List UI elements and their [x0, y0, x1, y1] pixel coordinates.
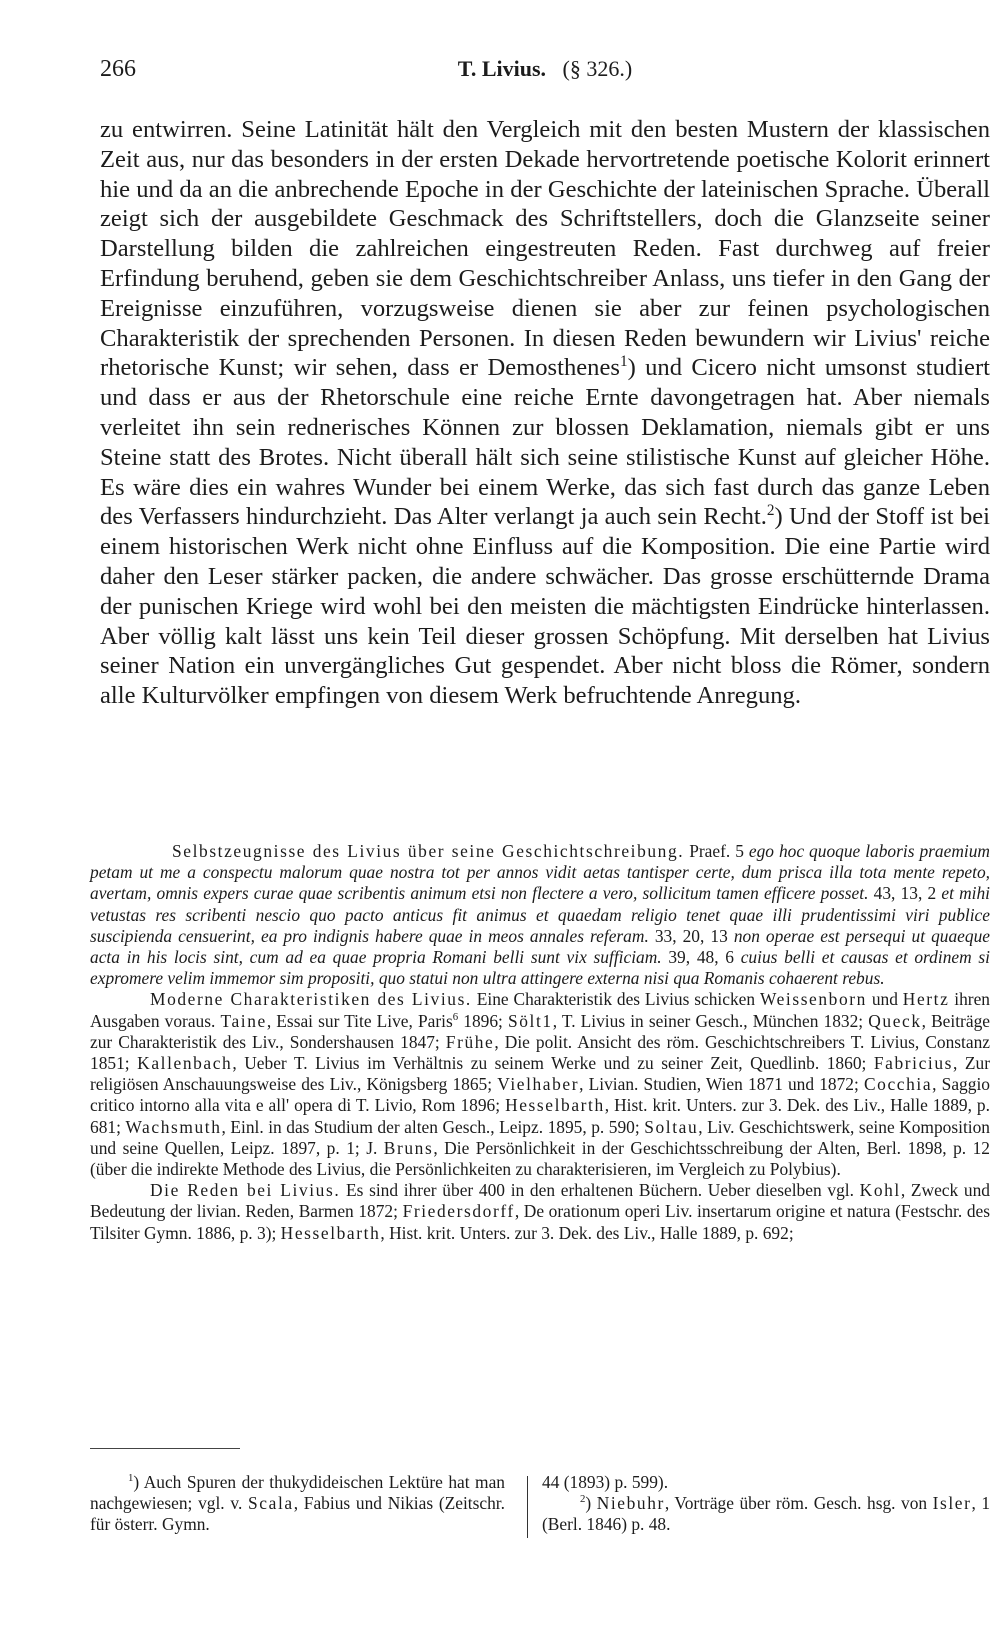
footnote-1-continuation: 44 (1893) p. 599).	[542, 1472, 669, 1492]
footnote-1-mark: 1	[128, 1472, 134, 1485]
author-name: Kohl	[859, 1180, 901, 1201]
body-text-part-3: ) Und der Stoff ist bei einem historischen Werk nicht ohne Einfluss auf die Komposition. Die eine Partie wird daher den Leser stärker packen, die andere schwächer. Das grosse erschütternde Drama der punischen Kriege wird wohl bei den meisten die mächtigsten Eindrücke hinterlassen. Aber völlig kalt lässt uns kein Teil dieser grossen Schöpfung. Mit derselben hat Livius seiner Nation ein unvergängliches Gut gespendet. Aber nicht bloss die Römer, sondern alle Kulturvölker empfingen von diesem Werk befruchtende Anregung.	[100, 503, 990, 710]
author-name: Queck	[868, 1010, 922, 1031]
main-paragraph	[100, 115, 990, 711]
small-print-notes	[90, 841, 990, 1244]
footnote-2: $^2$) Niebuhr, Vorträge über röm. Gesch. hsg. von Isler, 1 (Berl. 1846) p. 48.	[542, 1493, 991, 1535]
latin-quote: cuius belli et causas et ordinem si expromere velim immemor sim propositi, quo statui non ultra attingere externa nisi qua Romanis cohaerent rebus.	[90, 947, 991, 989]
author-name: Kallenbach	[137, 1053, 233, 1074]
note-speeches: Die Reden bei Livius. Es sind ihrer über 400 in den erhaltenen Büchern. Ueber dieselben vgl. Kohl, Zweck und Bedeutung der livian. Reden, Barmen 1872; Friedersdorff, De orationum operi Liv. insertarum origine et natura (Festschr. des Tilsiter Gymn. 1886, p. 3); Hesselbarth, Hist. krit. Unters. zur 3. Dek. des Liv., Halle 1889, p. 692;	[90, 1180, 990, 1243]
body-text-part-1: zu entwirren. Seine Latinität hält den Vergleich mit den besten Mustern der klassischen Zeit aus, nur das besonders in der ersten Dekade hervortretende poetische Kolorit erinnert hie und da an die anbrechende Epoche in der Geschichte der lateinischen Sprache. Überall zeigt sich der ausgebildete Geschmack des Schriftstellers, doch die Glanzseite seiner Darstellung bilden die zahlreichen eingestreuten Reden. Fast durchweg auf freier Erfindung beruhend, geben sie dem Geschichtschreiber Anlass, uns tiefer in den Gang der Ereignisse einzuführen, vorzugsweise dienen sie aber zur feinen psychologischen Charakteristik der sprechenden Personen. In diesen Reden bewundern wir Livius' reiche rhetorische Kunst; wir sehen, dass er Demosthenes	[100, 116, 990, 382]
author-name: Hesselbarth	[280, 1222, 381, 1243]
latin-quote: ego hoc quoque laboris praemium petam ut me a conspectu malorum quae nostra tot per annos vidit aetas tantisper certe, dum prisca illa tota mente repeto, avertam, omnis expers curae quae scribentis animum etsi non flectere a vero, sollicitum tamen efficere posset.	[90, 841, 990, 904]
author-name: Bruns	[383, 1137, 434, 1158]
author-name: Soltau	[644, 1116, 699, 1137]
page-header	[100, 56, 990, 86]
footnote-ref-2: 2	[766, 502, 775, 520]
note-heading: Selbstzeugnisse des Livius über seine Geschichtschreibung.	[172, 841, 685, 861]
author-name: Cocchia	[863, 1074, 933, 1095]
note-self-testimonies: Selbstzeugnisse des Livius über seine Geschichtschreibung. Praef. 5 ego hoc quoque laboris praemium petam ut me a conspectu malorum quae nostra tot per annos vidit aetas tantisper certe, dum prisca illa tota mente repeto, avertam, omnis expers curae quae scribentis animum etsi non flectere a vero, sollicitum tamen efficere posset. 43, 13, 2 et mihi vetustas res scribenti nescio quo pacto anticus fit animus et quaedam religio tenet quae illi prudentissimi viri publice suscipienda censuerint, ea pro indignis habere quae in meos annales referam. 33, 20, 13 non operae est persequi ut quaeque acta in his locis sint, cum ad ea quae propria Romani belli sunt vix sufficiam. 39, 48, 6 cuius belli et causas et ordinem si expromere velim immemor sim propositi, quo statui non ultra attingere externa nisi qua Romanis cohaerent rebus.	[90, 841, 991, 989]
author-name: Scala	[248, 1493, 294, 1514]
footnote-2-mark: 2	[580, 1493, 586, 1506]
author-name: Isler	[932, 1493, 972, 1514]
footnote-1: $^1$) Auch Spuren der thukydideischen Lektüre hat man nachgewiesen; vgl. v. Scala, Fabius und Nikias (Zeitschr. für österr. Gymn.	[90, 1472, 505, 1535]
note-heading: Moderne Charakteristiken des Livius.	[150, 989, 472, 1010]
page-number: 266	[100, 56, 136, 82]
author-name: Taine	[220, 1010, 267, 1031]
author-name: Vielhaber	[497, 1074, 580, 1095]
author-name: Fabricius	[873, 1053, 954, 1074]
author-name: Wachsmuth	[125, 1116, 222, 1137]
edition-number: 6	[452, 1010, 459, 1023]
body-text-part-2: ) und Cicero nicht umsonst studiert und dass er aus der Rhetorschule eine reiche Ernte davongetragen hat. Aber niemals verleitet ihn sein rednerisches Können zur blossen Deklamation, niemals gibt er uns Steine statt des Brotes. Nicht überall hält sich seine stilistische Kunst auf gleicher Höhe. Es wäre dies ein wahres Wunder bei einem Werke, das sich fast durch das ganze Leben des Verfassers hindurchzieht. Das Alter verlangt ja auch sein Recht.	[100, 354, 990, 531]
section-number: (§ 326.)	[562, 56, 633, 81]
latin-quote: et mihi vetustas res scribenti nescio quo pacto anticus fit animus et quaedam religio tenet quae illi prudentissimi viri publice suscipienda censuerint, ea pro indignis habere quae in meos annales referam.	[90, 883, 990, 946]
running-head	[100, 56, 990, 82]
running-title: T. Livius.	[457, 56, 547, 81]
author-name: Weissenborn	[759, 989, 867, 1010]
author-name: Sölt1	[507, 1010, 553, 1031]
author-name: Hesselbarth	[505, 1095, 605, 1116]
latin-quote: non operae est persequi ut quaeque acta in his locis sint, cum ad ea quae propria Romani belli sunt vix sufficiam.	[90, 925, 991, 968]
author-name: Hertz	[902, 989, 950, 1010]
note-heading: Die Reden bei Livius.	[150, 1180, 341, 1201]
footnote-ref-1: 1	[619, 353, 628, 371]
footnote-column-divider	[527, 1476, 528, 1538]
author-name: Friedersdorff	[402, 1201, 515, 1222]
author-name: Niebuhr	[596, 1493, 665, 1514]
footnote-rule	[90, 1448, 240, 1449]
author-name: Frühe	[445, 1031, 495, 1052]
note-modern-characteristics: Moderne Charakteristiken des Livius. Eine Charakteristik des Livius schicken Weissenborn und Hertz ihren Ausgaben voraus. Taine, Essai sur Tite Live, Paris$^6$ 1896; Sölt1, T. Livius in seiner Gesch., München 1832; Queck, Beiträge zur Charakteristik des Liv., Sondershausen 1847; Frühe, Die polit. Ansicht des röm. Geschichtschreibers T. Livius, Constanz 1851; Kallenbach, Ueber T. Livius im Verhältnis zu seinem Werke und zu seiner Zeit, Quedlinb. 1860; Fabricius, Zur religiösen Anschauungsweise des Liv., Königsberg 1865; Vielhaber, Livian. Studien, Wien 1871 und 1872; Cocchia, Saggio critico intorno alla vita e all' opera di T. Livio, Rom 1896; Hesselbarth, Hist. krit. Unters. zur 3. Dek. des Liv., Halle 1889, p. 681; Wachsmuth, Einl. in das Studium der alten Gesch., Leipz. 1895, p. 590; Soltau, Liv. Geschichtswerk, seine Komposition und seine Quellen, Leipz. 1897, p. 1; J. Bruns, Die Persönlichkeit in der Geschichtsschreibung der Alten, Berl. 1898, p. 12 (über die indirekte Methode des Livius, die Persönlichkeiten zu charakterisieren, im Vergleich zu Polybius).	[90, 989, 991, 1180]
footnote-right-column	[542, 1472, 990, 1536]
